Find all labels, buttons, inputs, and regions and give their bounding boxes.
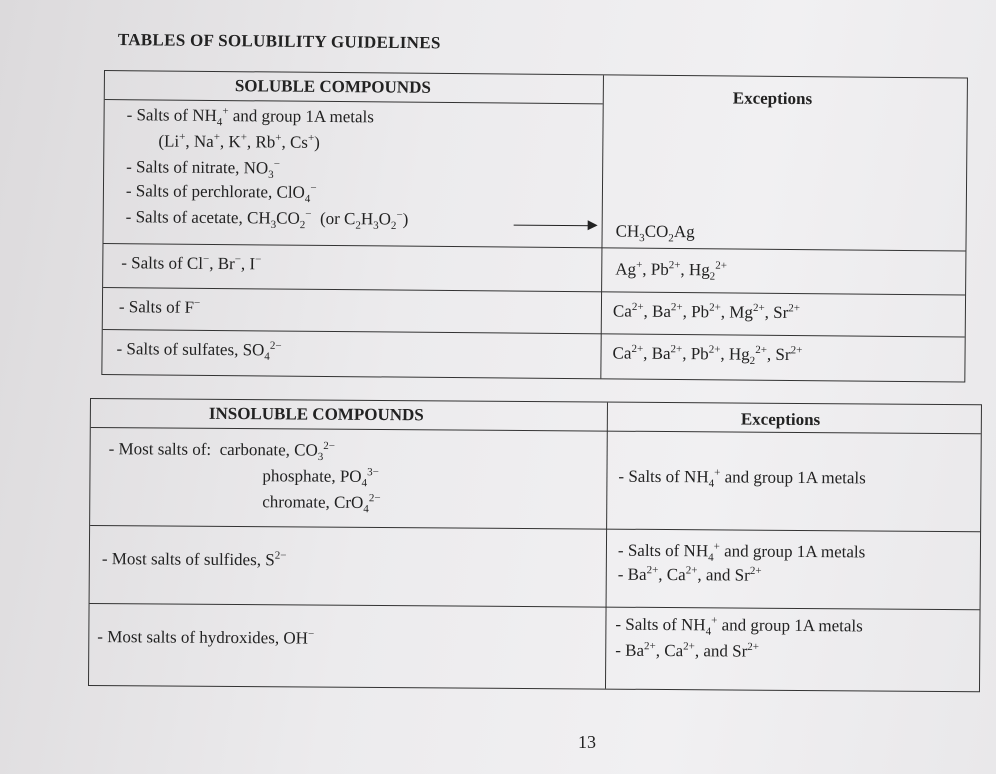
row-divider bbox=[103, 287, 965, 296]
soluble-row-halides: - Salts of Cl−, Br−, I− bbox=[121, 253, 262, 274]
soluble-row-alkali-list: (Li+, Na+, K+, Rb+, Cs+) bbox=[158, 131, 320, 152]
insoluble-row-hydroxides: - Most salts of hydroxides, OH− bbox=[97, 627, 315, 648]
soluble-row-sulfate: - Salts of sulfates, $SO_4^{2-}$ bbox=[116, 339, 282, 363]
column-divider bbox=[605, 403, 608, 689]
insoluble-exception-sulfides-1: - Salts of $NH_4^+$ and group 1A metals bbox=[617, 540, 866, 564]
soluble-exception-fluoride: $Ca^{2+}$, $Ba^{2+}$, $Pb^{2+}$, $Mg^{2+}$, $Sr^{2+}$ bbox=[612, 300, 801, 322]
soluble-exceptions-header: Exceptions bbox=[732, 88, 813, 109]
page-number: 13 bbox=[578, 732, 596, 752]
soluble-row-acetate: - Salts of acetate, $CH_3CO_2^-$ (or $C_2H_3O_2^-$) bbox=[125, 207, 409, 232]
soluble-header: SOLUBLE COMPOUNDS bbox=[234, 76, 431, 97]
insoluble-header: INSOLUBLE COMPOUNDS bbox=[208, 403, 424, 425]
insoluble-compounds-table bbox=[88, 398, 982, 692]
row-divider bbox=[103, 243, 965, 252]
insoluble-row-phosphate: phosphate, $PO_4^{3-}$ bbox=[262, 466, 379, 490]
soluble-row-fluoride: - Salts of F− bbox=[118, 297, 201, 317]
soluble-row-nitrate: - Salts of nitrate, $NO_3^-$ bbox=[126, 157, 281, 181]
soluble-exception-sulfate: $Ca^{2+}$, $Ba^{2+}$, $Pb^{2+}$, $Hg_2^{2+}$, $Sr^{2+}$ bbox=[612, 342, 803, 368]
soluble-exception-acetate: $CH_3CO_2Ag$ bbox=[615, 221, 695, 245]
insoluble-row-carbonate: - Most salts of: carbonate, $CO_3^{2-}$ bbox=[108, 439, 336, 464]
row-divider bbox=[103, 329, 965, 338]
soluble-row-perchlorate: - Salts of perchlorate, ClO$_4$− bbox=[125, 181, 317, 206]
soluble-compounds-table bbox=[101, 70, 968, 383]
soluble-exception-halides: Ag+, $Pb^{2+}$, $Hg_2^{2+}$ bbox=[615, 258, 728, 283]
insoluble-row-sulfides: - Most salts of sulfides, $S^{2-}$ bbox=[101, 549, 287, 570]
insoluble-exception-hydroxides-1: - Salts of $NH_4^+$ and group 1A metals bbox=[615, 614, 863, 638]
insoluble-exception-sulfides-2: - $Ba^{2+}$, $Ca^{2+}$, and $Sr^{2+}$ bbox=[617, 564, 762, 585]
soluble-row-ammonium: - Salts of $NH_4^+$ and group 1A metals bbox=[126, 105, 375, 129]
arrow-icon bbox=[514, 225, 596, 227]
insoluble-exception-carbonate: - Salts of $NH_4^+$ and group 1A metals bbox=[618, 466, 866, 490]
page-title: TABLES OF SOLUBILITY GUIDELINES bbox=[117, 30, 441, 53]
header-underline bbox=[105, 99, 603, 104]
insoluble-row-chromate: chromate, CrO$_4^{2-}$ bbox=[262, 492, 381, 516]
insoluble-exceptions-header: Exceptions bbox=[740, 409, 821, 430]
row-divider bbox=[90, 525, 980, 532]
header-underline bbox=[91, 427, 981, 434]
row-divider bbox=[90, 603, 980, 610]
insoluble-exception-hydroxides-2: - $Ba^{2+}$, $Ca^{2+}$, and $Sr^{2+}$ bbox=[615, 640, 760, 661]
